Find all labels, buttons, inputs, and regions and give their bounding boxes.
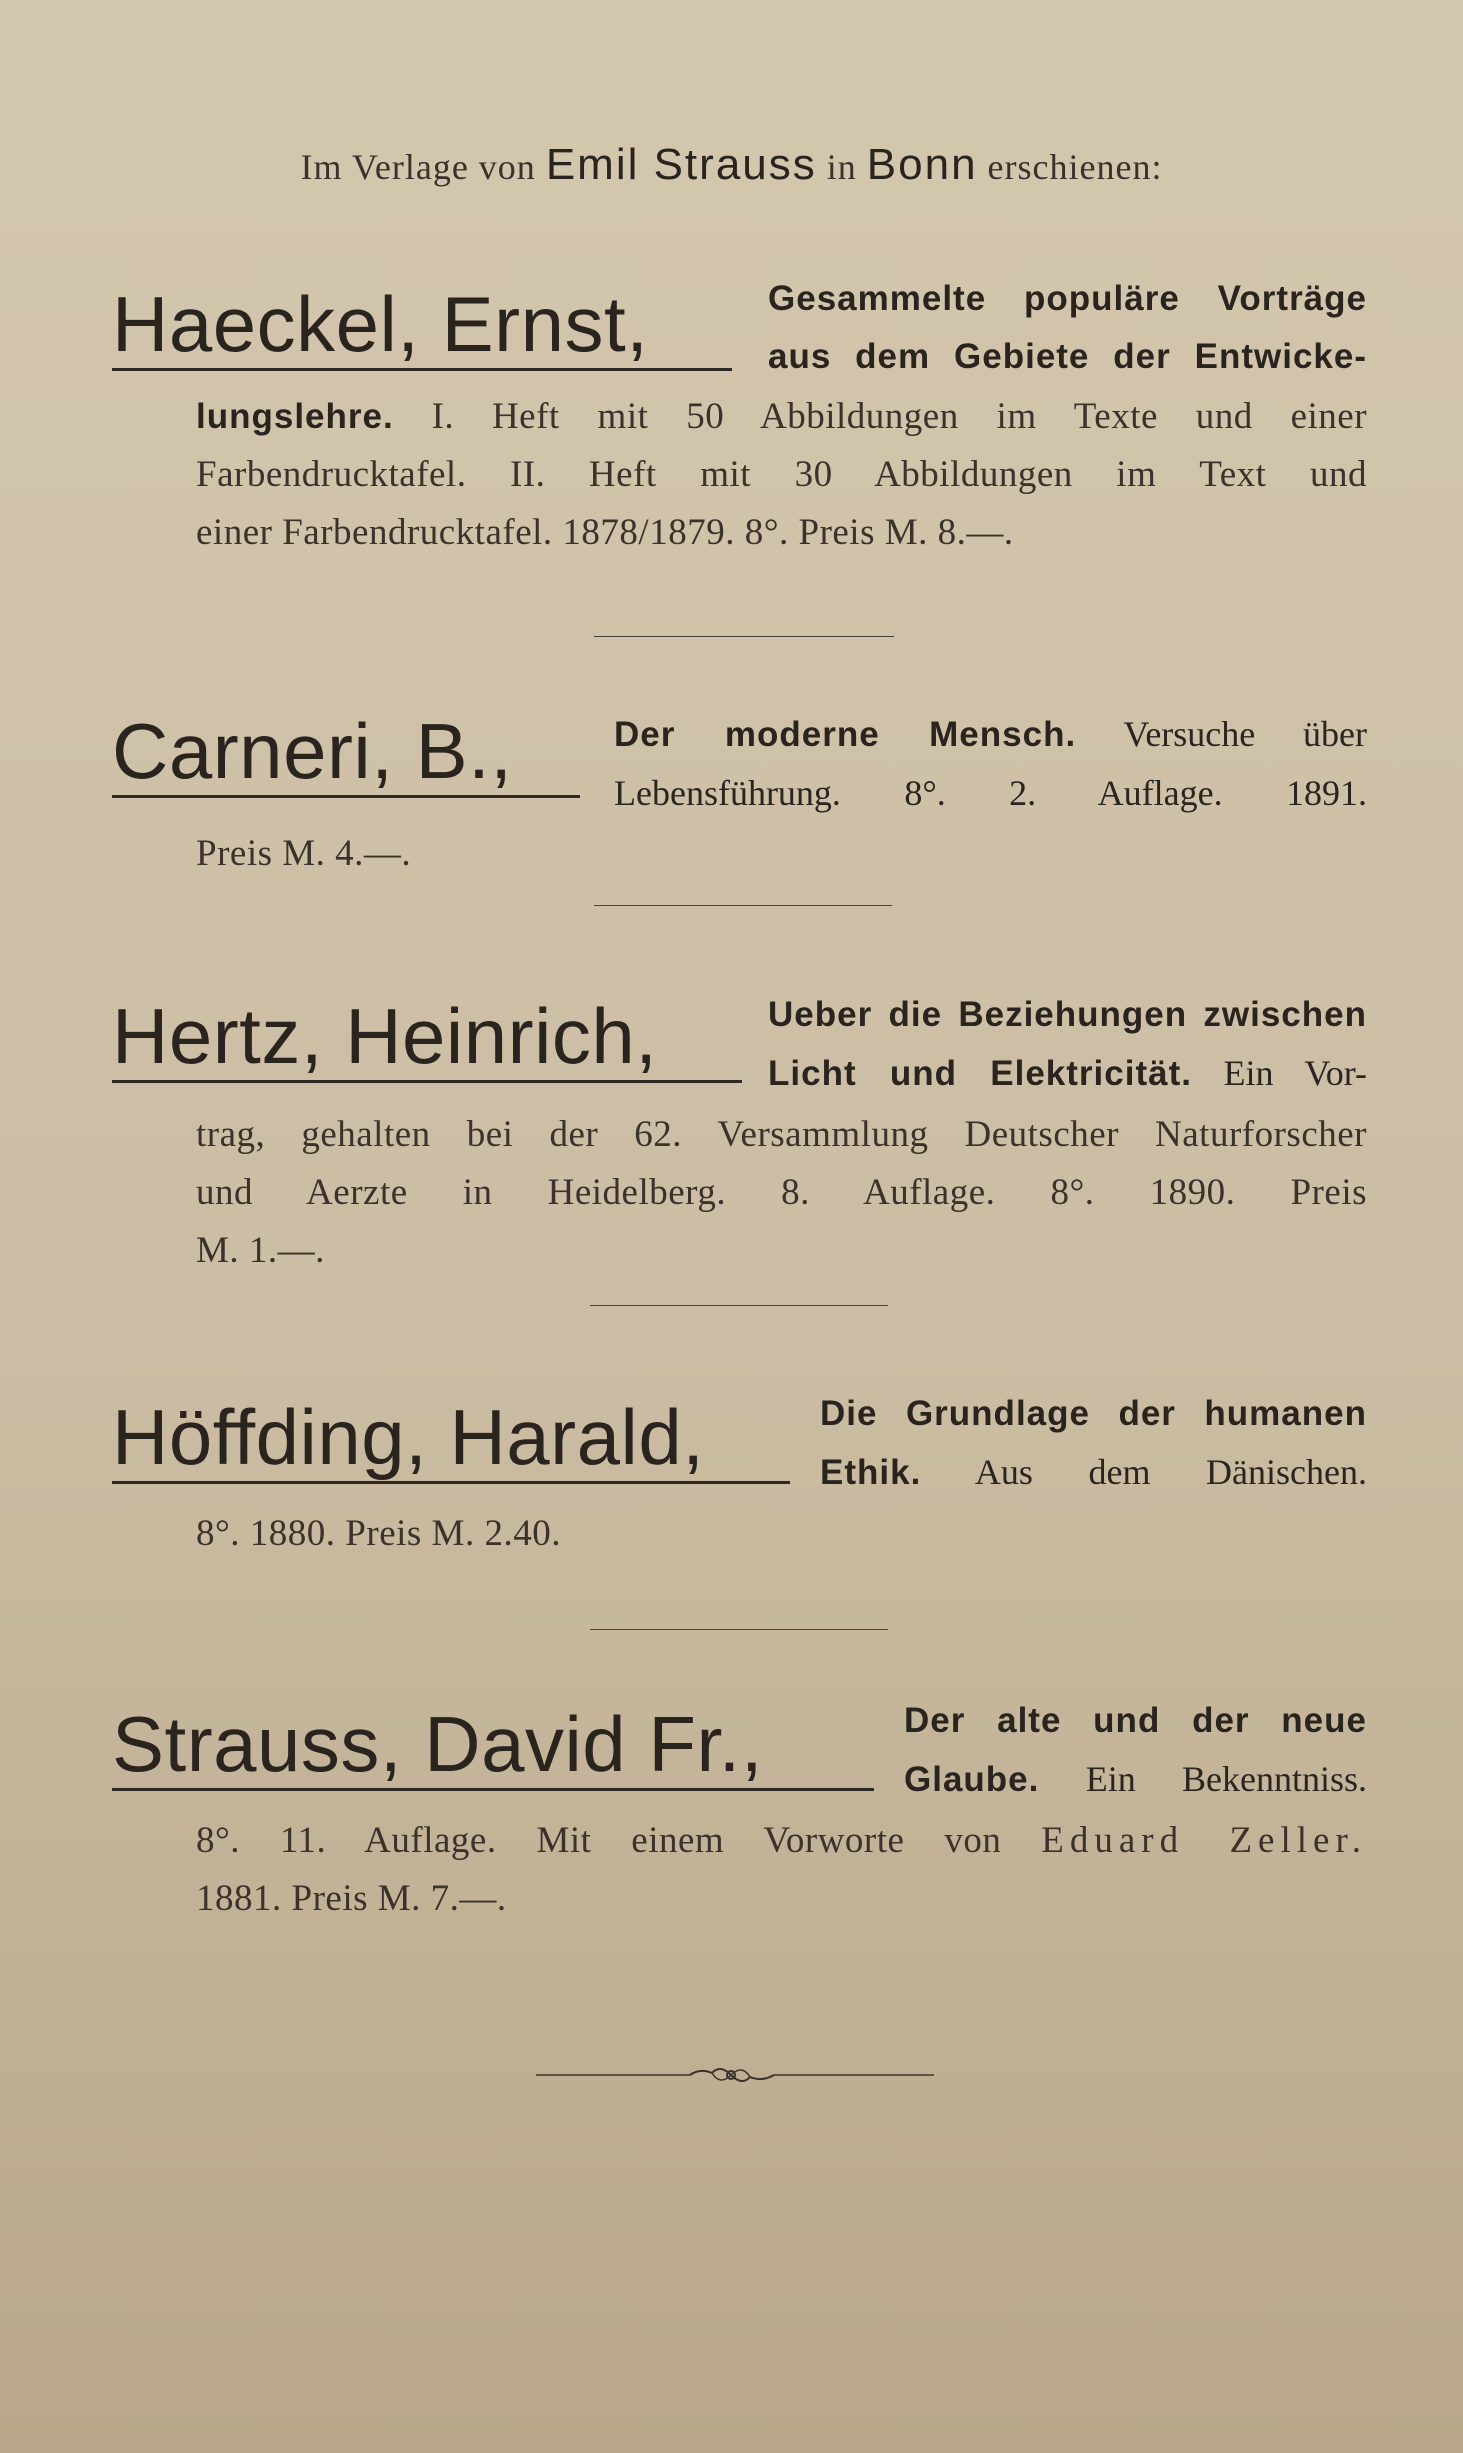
book-title: Der moderne Mensch. [614, 715, 1077, 754]
description-line: und Aerzte in Heidelberg. 8. Auflage. 8°. 1890. Preis [196, 1172, 1367, 1213]
author-name: Hertz, Heinrich, [112, 996, 742, 1083]
publisher-city: Bonn [866, 140, 978, 189]
closing-ornament [0, 2060, 1463, 2090]
section-divider [590, 1629, 888, 1630]
author-name: Höffding, Harald, [112, 1397, 790, 1484]
header-prefix: Im Verlage von [300, 147, 536, 187]
header-in: in [826, 147, 857, 187]
title-subtitle: Versuche über [1123, 714, 1367, 754]
description-line [196, 1812, 1367, 1870]
description-line: Preis M. 4.—. [196, 833, 412, 874]
section-divider [590, 1305, 888, 1306]
entry-description [196, 825, 1367, 883]
book-title: Glaube. [904, 1760, 1040, 1799]
title-block [904, 1692, 1367, 1809]
title-line: Gesammelte populäre Vorträge [768, 279, 1367, 318]
section-divider [594, 905, 892, 906]
description-text: I. Heft mit 50 Abbildungen im Texte und einer [431, 396, 1368, 437]
title-line: Ueber die Beziehungen zwischen [768, 995, 1367, 1034]
title-block [614, 705, 1367, 822]
editor-name: Eduard Zeller. [1041, 1820, 1367, 1861]
title-block [768, 986, 1367, 1103]
description-line: 8°. 1880. Preis M. 2.40. [196, 1513, 561, 1554]
entry-description [196, 388, 1367, 562]
book-title: Licht und Elektricität. [768, 1054, 1192, 1093]
author-name: Carneri, B., [112, 711, 580, 798]
author-name: Haeckel, Ernst, [112, 284, 732, 371]
description-line: Farbendrucktafel. II. Heft mit 30 Abbildungen im Text und [196, 454, 1367, 495]
publisher-header [0, 140, 1463, 190]
title-continuation: Aus dem Dänischen. [974, 1452, 1368, 1492]
title-continuation: lungslehre. [196, 397, 394, 436]
title-line: Die Grundlage der humanen [820, 1394, 1367, 1433]
entry-description [196, 1106, 1367, 1280]
title-continuation: Ein Vor- [1223, 1053, 1367, 1093]
title-line [820, 1443, 1367, 1502]
description-line: trag, gehalten bei der 62. Versammlung Deutscher Naturforscher [196, 1114, 1367, 1155]
ornament-divider-icon [0, 2060, 1463, 2090]
title-line [904, 1750, 1367, 1809]
section-divider [594, 636, 894, 637]
description-line: M. 1.—. [196, 1230, 325, 1271]
description-line: 1881. Preis M. 7.—. [196, 1878, 507, 1919]
entry-description [196, 1812, 1367, 1928]
description-line: einer Farbendrucktafel. 1878/1879. 8°. Preis M. 8.—. [196, 512, 1014, 553]
book-title: Ethik. [820, 1453, 922, 1492]
title-line: Lebensführung. 8°. 2. Auflage. 1891. [614, 773, 1367, 813]
title-line: Der alte und der neue [904, 1701, 1367, 1740]
author-name: Strauss, David Fr., [112, 1704, 874, 1791]
description-line [196, 388, 1367, 446]
publisher-name: Emil Strauss [545, 140, 817, 189]
title-line [614, 705, 1367, 764]
header-suffix: erschienen: [987, 147, 1163, 187]
title-line [768, 1044, 1367, 1103]
title-block [820, 1385, 1367, 1502]
entry-description [196, 1505, 1367, 1563]
title-block [768, 270, 1367, 386]
title-line: aus dem Gebiete der Entwicke- [768, 337, 1367, 376]
description-text: 8°. 11. Auflage. Mit einem Vorworte von [196, 1820, 1002, 1861]
title-continuation: Ein Bekenntniss. [1085, 1759, 1368, 1799]
